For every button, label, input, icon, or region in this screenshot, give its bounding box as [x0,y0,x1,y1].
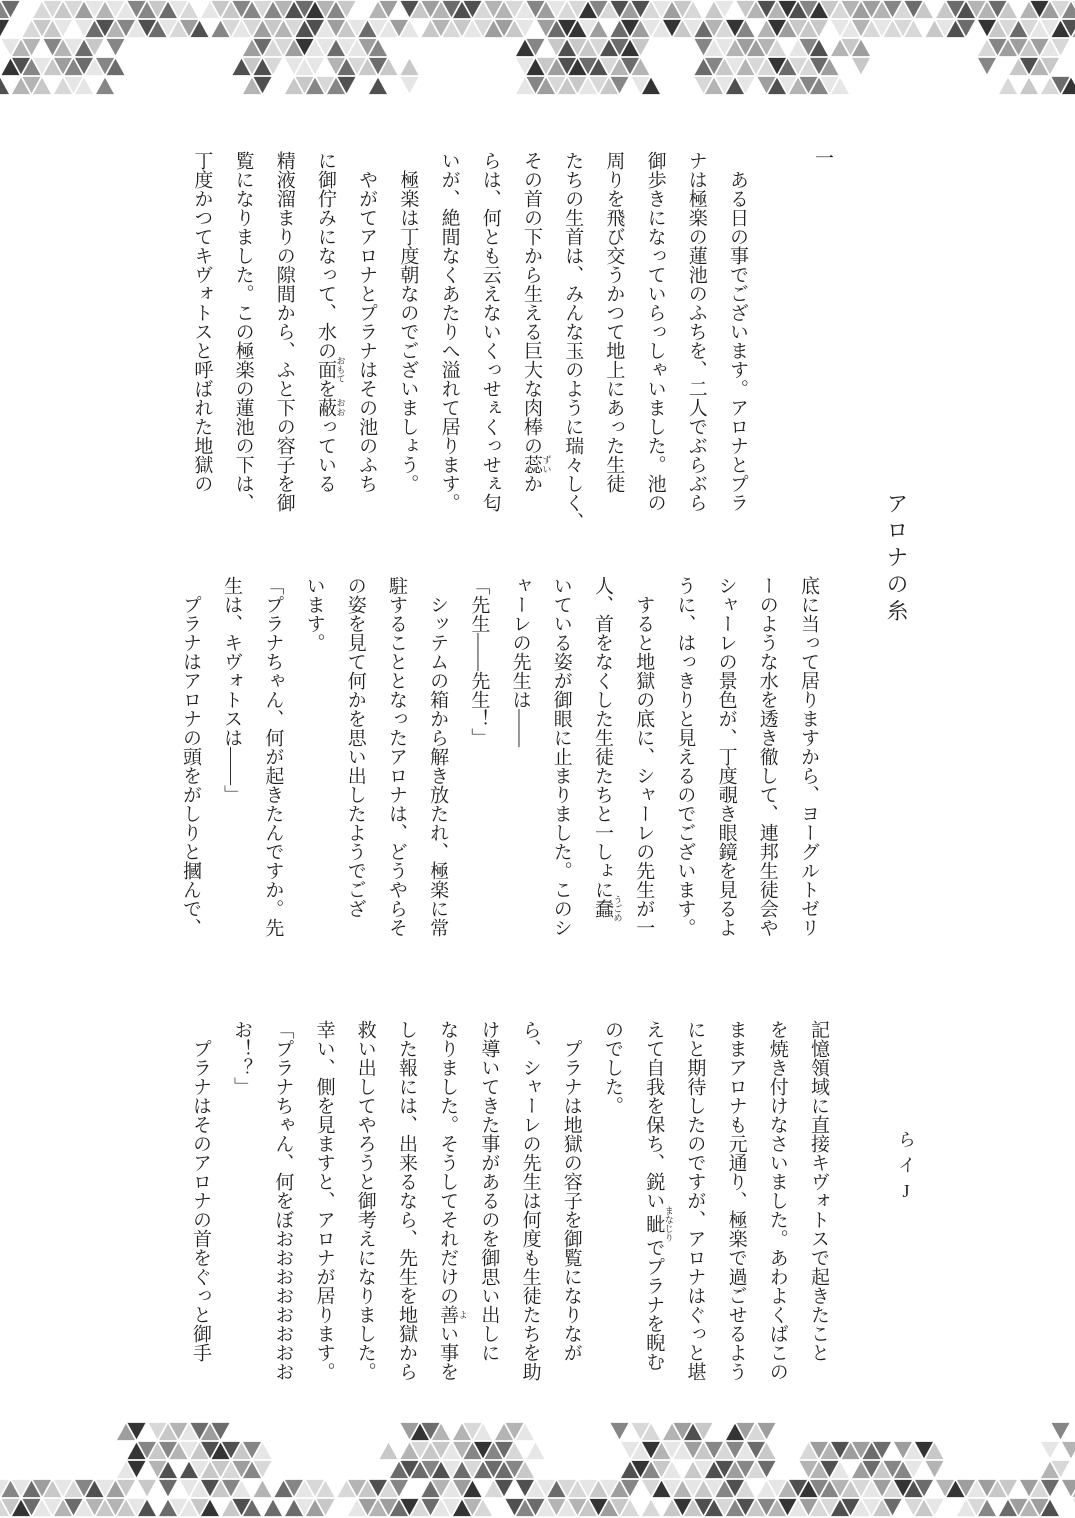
furigana-ruby: 面 おもて [314,356,346,383]
text-line: 生は、キヴォトスは――」 [221,576,243,804]
decorative-triangle [254,1481,272,1497]
text-line: お！？」 [231,1020,253,1096]
text-line: 記憶領域に直接キヴォトスで起きたこと [808,1020,829,1362]
decorative-triangle [1062,1442,1075,1458]
decorative-triangle [107,39,125,55]
text-line: うに、はっきりと見えるのでございます。 [674,576,696,937]
triangle-mosaic-top [0,0,1075,96]
text-line: ーのような水を透き徹して、連邦生徒会や [756,576,778,937]
page-title: アロナの糸 [884,492,909,627]
furigana-ruby: 蠢 うごめ [591,895,623,922]
decorative-triangle [138,1480,156,1496]
decorative-triangle [1052,1423,1070,1439]
text-line: 「プラナちゃん、何をぼおおおおおおおお [272,1020,294,1381]
author-name: らイJ [896,1130,916,1209]
text-line: ャーレの先生は―― [509,576,531,747]
text-line: プラナは地獄の容子を御覧になりなが [560,1020,582,1362]
furigana-ruby: 善 よ [437,1305,468,1324]
text-line: ら、シャーレの先生は何度も生徒たちを助 [519,1020,541,1381]
text-line: のでした。 [601,1020,623,1115]
decorative-triangle [611,1423,629,1439]
decorative-triangle [1041,1442,1059,1458]
furigana-ruby: 蔽 おお [314,398,346,417]
text-line: 覧になりました。この極楽の蓮池の下は、 [232,151,254,512]
triangle-mosaic-bottom [0,1422,1075,1518]
text-line: すると地獄の底に、シャーレの先生が一 [633,576,655,937]
furigana-ruby: 眦 まなじり [643,1206,674,1242]
decorative-triangle [978,58,996,74]
text-line: 「プラナちゃん、何が起きたんですか。先 [262,576,284,937]
text-line: プラナはアロナの頭をがしりと摑んで、 [179,576,201,937]
text-line: やがてアロナとプラナはその池のふち [356,151,378,493]
decorative-triangle [1020,78,1038,94]
paragraph-block-top [181,151,758,571]
decorative-triangle [527,1443,545,1459]
text-line: 精液溜まりの隙間から、ふと下の容子を御 [273,151,295,512]
text-line: なりました。そうしてそれだけの善 よい事を [437,1020,468,1381]
decorative-triangle [264,1500,282,1516]
text-line: プラナはそのアロナの首をぐっと御手 [189,1020,211,1362]
text-line: ナは極楽の蓮池のふちを、二人でぶらぶら [685,151,707,512]
text-line: シャーレの景色が、丁度覗き眼鏡を見るよ [715,576,737,937]
text-line: 丁度かつてキヴォトスと呼ばれた地獄の [191,151,213,493]
text-line: 極楽は丁度朝なのでございましょう。 [397,151,419,493]
text-line: に御佇みになって、水の面 おもてを蔽 おおっている [314,151,346,493]
decorative-triangle [642,1500,660,1516]
chapter-number: 一 [812,148,833,167]
decorative-triangle [1062,1480,1075,1496]
text-line: にと期待したのですが、アロナはぐっと堪 [684,1020,706,1381]
text-line: 底に当って居りますから、ヨーグルトゼリ [798,576,819,937]
text-line: います。 [303,576,325,652]
text-line: シッテムの箱から解き放たれ、極楽に常 [427,576,449,937]
text-line: ままアロナも元通り、極楽で過ごせるよう [725,1020,747,1381]
text-line: その首の下から生える巨大な肉棒の蕊 ずいか [520,151,552,493]
decorative-triangle [401,59,419,75]
decorative-triangle [159,1480,177,1496]
decorative-triangle [999,78,1017,94]
text-line: らは、何とも云えないくっせぇくっせぇ匂 [479,151,501,512]
text-line: 幸い、側を見ますと、アロナが居ります。 [313,1020,335,1381]
text-line: ある日の事でございます。アロナとプラ [727,151,748,512]
text-line: えて自我を保ち、鋭い眦 まなじりでプラナを睨む [643,1020,674,1371]
paragraph-block-bottom [180,1020,839,1440]
text-line: 駐することとなったアロナは、どうやらそ [385,576,407,937]
furigana-ruby: 蕊 ずい [520,455,552,474]
decorative-triangle [926,1461,944,1477]
decorative-triangle [0,78,9,94]
text-line: たちの生首は、みんな玉のように瑞々しく、 [562,151,584,531]
text-line: を焼き付けなさいました。あわよくばこの [766,1020,788,1381]
decorative-triangle [369,78,387,94]
paragraph-block-middle [170,576,829,996]
text-line: いている姿が御眼に止まりました。このシ [550,576,572,937]
text-line: した報には、出来るなら、先生を地獄から [395,1020,417,1381]
decorative-triangle [852,58,870,74]
text-line: いが、絶間なくあたりへ溢れて居ります。 [438,151,460,512]
decorative-triangle [380,1443,398,1459]
text-line: 救い出してやろうと御考えになりました。 [354,1020,376,1381]
decorative-triangle [401,77,419,93]
text-line: 人、首をなくした生徒たちと一しょに蠢 うごめ [591,576,623,922]
decorative-triangle [96,78,114,94]
text-line: 「先生――先生！」 [468,576,490,747]
text-line: の姿を見て何かを思い出したようでござ [344,576,366,918]
text-line: 周りを飛び交うかつて地上にあった生徒 [603,151,625,493]
decorative-triangle [0,20,9,36]
text-line: 御歩きになっていらっしゃいました。池の [644,151,666,512]
text-line: け導いてきた事があるのを御思い出しに [478,1020,500,1362]
